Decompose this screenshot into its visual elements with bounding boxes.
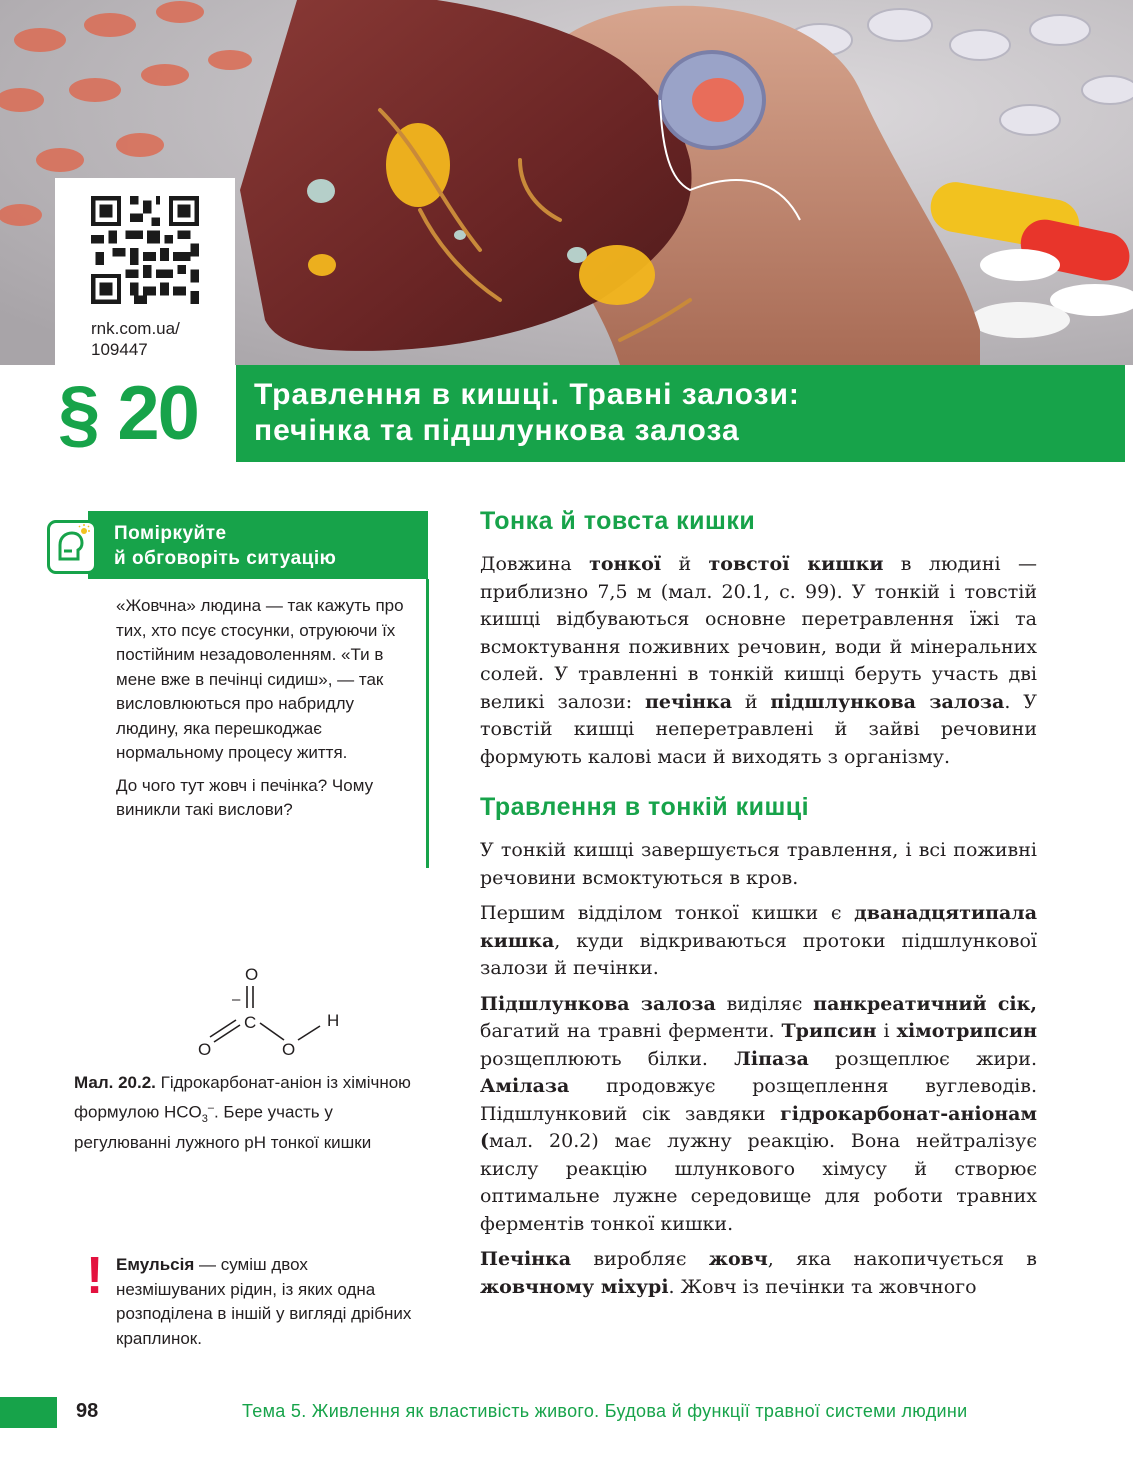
main-column — [480, 505, 1037, 1309]
think-paragraph-2: До чого тут жовч і печінка? Чому виникли такі вислови? — [116, 775, 374, 819]
page-title: Травлення в кишці. Травні залози: печінка та підшлункова залоза — [254, 378, 800, 447]
caption-label: Мал. 20.2. — [74, 1073, 156, 1092]
discussion-icon — [47, 520, 97, 574]
section2-paragraph-3: Підшлункова залоза виділяє панкреатичний сік, багатий на травні ферменти. Трипсин і хімотрипсин розщеплюють білки. Ліпаза розщеплює жири. Амілаза продовжує розщеплення вуглеводів. Підшлунковий сік завдяки гідрокарбонат-аніонам (мал. 20.2) має лужну реакцію. Вона нейтралізує кислу реакцію шлункового хімусу й створює оптимальне лужне середовище для роботи травних ферментів тонкої кишки. — [480, 992, 1038, 1235]
exclamation-icon: ! — [86, 1247, 104, 1305]
qr-code-icon[interactable] — [91, 196, 199, 304]
section-title-2: Травлення в тонкій кишці — [480, 793, 810, 821]
think-paragraph-1: «Жовчна» людина — так кажуть про тих, хто псує стосунки, отруюючи їх постійним незадоволенням. «Ти в мене вже в печінці сидиш», — так висловлюються про набридлу людину, яка перешкоджає нормальному процесу життя. — [116, 596, 404, 762]
section2-paragraph-2: Першим відділом тонкої кишки є дванадцятипала кишка, куди відкриваються протоки підшлункової залози й печінки. — [480, 902, 1037, 979]
formula-c: C — [244, 1013, 257, 1032]
footer-accent-bar — [0, 1397, 57, 1428]
caption-text-before: Гідрокарбонат-аніон із хімічною формулою HCO — [74, 1073, 411, 1122]
emulsion-text: — суміш двох незмішуваних рідин, із яких одна розподілена в іншій у вигляді дрібних краплинок. — [116, 1255, 412, 1348]
caption-text-after: . Бере участь у регулюванні лужного pH тонкої кишки — [74, 1102, 372, 1153]
think-discuss-title: Поміркуйте й обговоріть ситуацію — [114, 523, 337, 569]
section2-paragraph-1: У тонкій кишці завершується травлення, і всі поживні речовини всмоктуються в кров. — [480, 839, 1037, 889]
figure-caption — [74, 1071, 419, 1156]
section-title-1: Тонка й товста кишки — [480, 507, 756, 535]
section2-paragraph-4: Печінка виробляє жовч, яка накопичується в жовчному міхурі. Жовч із печінки та жовчного — [480, 1248, 1037, 1298]
think-discuss-body — [116, 594, 416, 831]
formula-o-left: O — [198, 1040, 212, 1059]
formula-charge: – — [232, 991, 241, 1008]
section1-paragraph: Довжина тонкої й товстої кишки в людині — приблизно 7,5 м (мал. 20.1, с. 99). У тонкій і товстій кишці відбуваються основне перетравлення їжі та всмоктування поживних речовин, води й мінеральних солей. У травленні в тонкій кишці беруть участь дві великі залози: печінка й підшлункова залоза. У товстій кишці неперетравлені й зайві речовини формують калові маси й виходять з організму. — [480, 553, 1037, 768]
caption-sup: – — [207, 1101, 214, 1114]
formula-o-right: O — [282, 1040, 296, 1059]
footer-topic: Тема 5. Живлення як властивість живого. Будова й функції травної системи людини — [242, 1401, 968, 1421]
title-bar — [236, 365, 1125, 462]
person-lightbulb-icon — [50, 523, 94, 571]
paragraph-number: § 20 — [58, 371, 198, 456]
caption-sub: 3 — [201, 1112, 208, 1125]
bicarbonate-formula — [190, 960, 360, 1065]
think-discuss-rule — [426, 579, 429, 868]
qr-url[interactable]: rnk.com.ua/ 109447 — [91, 319, 180, 359]
page-number: 98 — [76, 1400, 99, 1422]
formula-o-top: O — [245, 965, 259, 984]
qr-code-panel — [55, 178, 235, 368]
think-discuss-header — [88, 511, 428, 579]
emulsion-term: Емульсія — [116, 1255, 195, 1274]
emulsion-definition — [116, 1253, 416, 1351]
formula-h: H — [327, 1011, 340, 1030]
